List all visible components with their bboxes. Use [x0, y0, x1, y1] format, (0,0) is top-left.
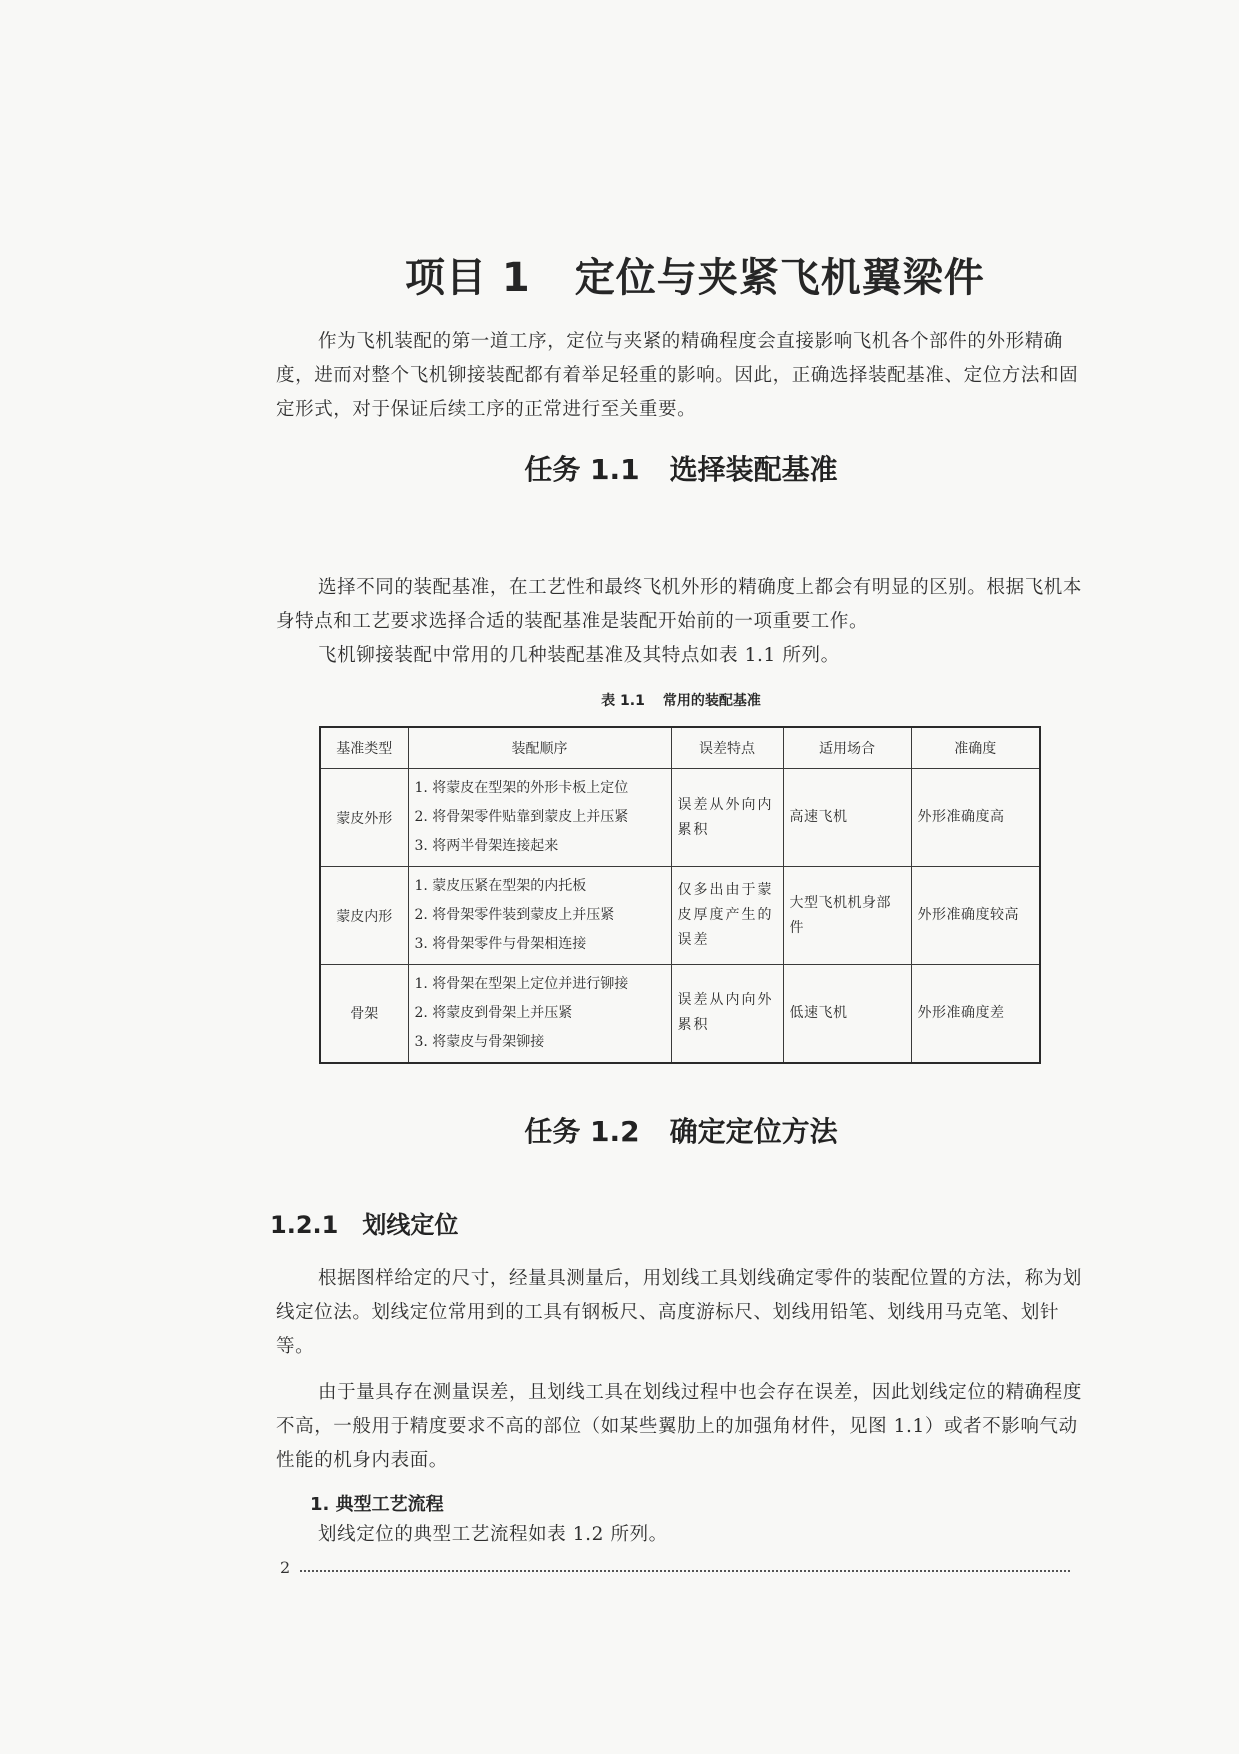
sequence-step: 1. 蒙皮压紧在型架的内托板: [414, 878, 587, 894]
sequence-step: 3. 将蒙皮与骨架铆接: [414, 1033, 545, 1050]
header-error-characteristics: 误差特点: [671, 727, 783, 769]
header-application: 适用场合: [783, 727, 911, 769]
table-1-1-title: 常用的装配基准: [662, 693, 761, 709]
task-1-1-paragraph-1: 选择不同的装配基准，在工艺性和最终飞机外形的精确度上都会有明显的区别。根据飞机本身特点和工艺要求选择合适的装配基准是装配开始前的一项重要工作。: [276, 577, 1083, 632]
section-1-2-1-title: [270, 1205, 770, 1240]
cell-error-characteristics: 仅多出由于蒙皮厚度产生的误差: [671, 867, 783, 965]
section-1-2-1-paragraph-1: 根据图样给定的尺寸，经量具测量后，用划线工具划线确定零件的装配位置的方法，称为划线定位法。划线定位常用到的工具有钢板尺、高度游标尺、划线用铅笔、划线用马克笔、划针等。: [276, 1268, 1083, 1357]
task-1-1-title: [276, 448, 1086, 488]
sequence-step: 2. 将骨架零件贴靠到蒙皮上并压紧: [414, 809, 629, 825]
header-assembly-sequence: 装配顺序: [408, 727, 671, 769]
task-1-1-paragraph-2: 飞机铆接装配中常用的几种装配基准及其特点如表 1.1 所列。: [318, 645, 840, 666]
header-accuracy: 准确度: [911, 727, 1040, 769]
cell-accuracy: 外形准确度差: [911, 965, 1040, 1063]
assembly-datum-table: [319, 726, 1041, 1064]
task-1-1-number: 任务 1.1: [524, 453, 640, 486]
chapter-number: 项目 1: [405, 255, 531, 301]
header-datum-type: 基准类型: [320, 727, 408, 769]
cell-assembly-sequence: [408, 965, 671, 1063]
cell-assembly-sequence: [408, 867, 671, 965]
sequence-step: 1. 将骨架在型架上定位并进行铆接: [414, 975, 629, 992]
task-1-2-number: 任务 1.2: [524, 1115, 640, 1148]
sequence-step: 1. 将蒙皮在型架的外形卡板上定位: [414, 780, 629, 796]
page-number: 2: [280, 1558, 291, 1577]
cell-accuracy: 外形准确度较高: [911, 867, 1040, 965]
task-1-2-title-text: 确定定位方法: [669, 1115, 838, 1148]
sequence-step: 2. 将蒙皮到骨架上并压紧: [414, 1004, 573, 1021]
task-1-2-title: [276, 1110, 1086, 1150]
sequence-step: 3. 将两半骨架连接起来: [414, 838, 559, 854]
table-row: [320, 769, 1040, 867]
intro-paragraph: 作为飞机装配的第一道工序，定位与夹紧的精确程度会直接影响飞机各个部件的外形精确度，进而对整个飞机铆接装配都有着举足轻重的影响。因此，正确选择装配基准、定位方法和固定形式，对于保证后续工序的正常进行至关重要。: [276, 331, 1079, 420]
section-1-2-1-title-text: 划线定位: [362, 1211, 459, 1239]
cell-application: 大型飞机机身部件: [783, 867, 911, 965]
cell-application: 高速飞机: [783, 769, 911, 867]
cell-error-characteristics: 误差从外向内累积: [671, 769, 783, 867]
cell-accuracy: 外形准确度高: [911, 769, 1040, 867]
item-1-text: 划线定位的典型工艺流程如表 1.2 所列。: [318, 1524, 668, 1545]
chapter-title: [405, 246, 985, 303]
item-1-title: 1. 典型工艺流程: [310, 1494, 444, 1515]
table-1-1-caption: [276, 690, 1086, 710]
cell-datum-type: 蒙皮内形: [320, 867, 408, 965]
table-header-row: [320, 727, 1040, 769]
section-1-2-1-paragraph-2: 由于量具存在测量误差，且划线工具在划线过程中也会存在误差，因此划线定位的精确程度不高，一般用于精度要求不高的部位（如某些翼肋上的加强角材件，见图 1.1）或者不影响气动性能的机身内表面。: [276, 1382, 1083, 1471]
table-row: [320, 965, 1040, 1063]
task-1-1-title-text: 选择装配基准: [669, 453, 838, 486]
table-1-1-number: 表 1.1: [601, 693, 645, 709]
chapter-title-text: 定位与夹紧飞机翼梁件: [574, 255, 985, 301]
cell-error-characteristics: 误差从内向外累积: [671, 965, 783, 1063]
sequence-step: 3. 将骨架零件与骨架相连接: [414, 936, 587, 952]
footer-dotted-rule: [300, 1570, 1070, 1572]
cell-datum-type: 骨架: [320, 965, 408, 1063]
table-row: [320, 867, 1040, 965]
cell-assembly-sequence: [408, 769, 671, 867]
sequence-step: 2. 将骨架零件装到蒙皮上并压紧: [414, 907, 615, 923]
cell-datum-type: 蒙皮外形: [320, 769, 408, 867]
section-1-2-1-number: 1.2.1: [270, 1211, 339, 1239]
cell-application: 低速飞机: [783, 965, 911, 1063]
